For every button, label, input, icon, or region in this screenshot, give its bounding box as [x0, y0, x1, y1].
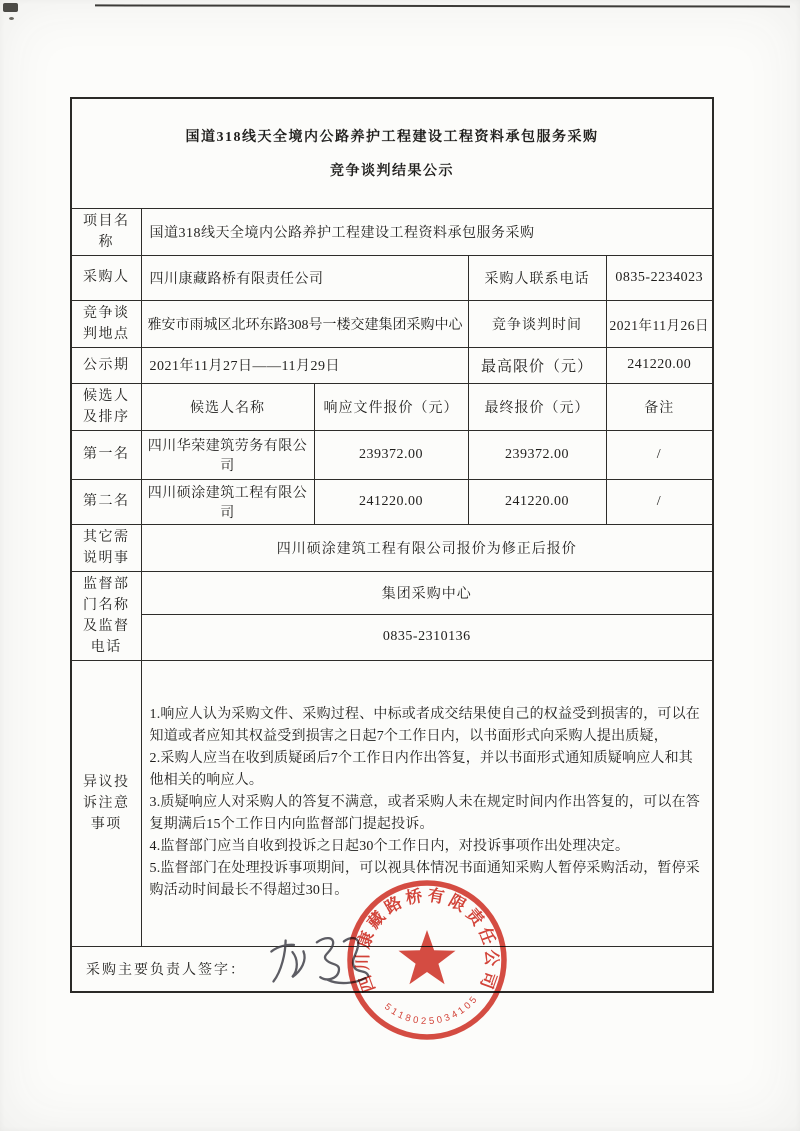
- candidate-2-doc-price: 241220.00: [314, 479, 468, 524]
- objection-item-1: 1.响应人认为采购文件、采购过程、中标或者成交结果使自己的权益受到损害的，可以在知道或者应知其权益受到损害之日起7个工作日内，以书面形式向采购人提出质疑，: [149, 706, 700, 744]
- candidate-1-name: 四川华荣建筑劳务有限公司: [141, 430, 314, 479]
- publicity-period-value: 2021年11月27日——11月29日: [141, 347, 468, 383]
- negotiation-place-label: 竞争谈判地点: [71, 300, 141, 347]
- supervision-dept-value: 集团采购中心: [141, 571, 713, 615]
- project-name-value: 国道318线天全境内公路养护工程建设工程资料承包服务采购: [141, 208, 713, 255]
- seal-number-text: 5118025034105: [382, 992, 482, 1028]
- objection-item-3: 3.质疑响应人对采购人的答复不满意，或者采购人未在规定时间内作出答复的，可以在答复期满后15个工作日内向监督部门提起投诉。: [149, 794, 700, 833]
- objection-item-2: 2.采购人应当在收到质疑函后7个工作日内作出答复，并以书面形式通知质疑响应人和其他相关的响应人。: [149, 750, 693, 788]
- candidate-row-1: [71, 430, 713, 479]
- purchaser-phone-label: 采购人联系电话: [468, 255, 606, 300]
- candidate-2-remark: /: [606, 479, 713, 524]
- seal-company-text: 四川康藏路桥有限责任公司: [352, 885, 502, 995]
- document-title: [71, 98, 713, 208]
- candidate-1-final-price: 239372.00: [468, 430, 606, 479]
- max-price-value: 241220.00: [606, 347, 713, 383]
- candidate-2-rank: 第二名: [71, 479, 141, 524]
- scan-artifact-speck: [9, 17, 14, 20]
- scan-artifact-line: [95, 4, 790, 7]
- other-notes-value: 四川硕涂建筑工程有限公司报价为修正后报价: [141, 524, 713, 571]
- publicity-period-label: 公示期: [71, 347, 141, 383]
- supervision-label: 监督部门名称及监督电话: [71, 571, 141, 660]
- objection-label: 异议投诉注意事项: [71, 660, 141, 946]
- company-seal-stamp: [341, 874, 513, 1046]
- doc-price-header: 响应文件报价（元）: [314, 383, 468, 430]
- supervision-phone-value: 0835-2310136: [141, 615, 713, 660]
- candidate-2-final-price: 241220.00: [468, 479, 606, 524]
- purchaser-label: 采购人: [71, 255, 141, 300]
- negotiation-time-value: 2021年11月26日: [606, 300, 713, 347]
- candidate-name-header: 候选人名称: [141, 383, 314, 430]
- procurement-result-table: [70, 97, 714, 993]
- candidates-rank-label: 候选人及排序: [71, 383, 141, 430]
- title-line-2: 竞争谈判结果公示: [330, 164, 454, 180]
- objection-item-4: 4.监督部门应当自收到投诉之日起30个工作日内，对投诉事项作出处理决定。: [149, 839, 630, 855]
- candidate-row-2: [71, 479, 713, 524]
- candidate-1-rank: 第一名: [71, 430, 141, 479]
- candidate-1-remark: /: [606, 430, 713, 479]
- candidate-1-doc-price: 239372.00: [314, 430, 468, 479]
- negotiation-time-label: 竞争谈判时间: [468, 300, 606, 347]
- candidate-2-name: 四川硕涂建筑工程有限公司: [141, 479, 314, 524]
- objection-item-5: 5.监督部门在处理投诉事项期间，可以视具体情况书面通知采购人暂停采购活动，暂停采购活动时间最长不得超过30日。: [149, 861, 700, 899]
- title-line-1: 国道318线天全境内公路养护工程建设工程资料承包服务采购: [185, 130, 599, 146]
- project-name-label: 项目名称: [71, 208, 141, 255]
- remark-header: 备注: [606, 383, 713, 430]
- purchaser-value: 四川康藏路桥有限责任公司: [141, 255, 468, 300]
- scan-artifact-blob: [3, 3, 18, 12]
- purchaser-phone-value: 0835-2234023: [606, 255, 713, 300]
- negotiation-place-value: 雅安市雨城区北环东路308号一楼交建集团采购中心: [141, 300, 468, 347]
- final-price-header: 最终报价（元）: [468, 383, 606, 430]
- signature-label: 采购主要负责人签字：: [86, 962, 246, 978]
- max-price-label: 最高限价（元）: [468, 347, 606, 383]
- seal-star-icon: [399, 930, 456, 984]
- other-notes-label: 其它需说明事: [71, 524, 141, 571]
